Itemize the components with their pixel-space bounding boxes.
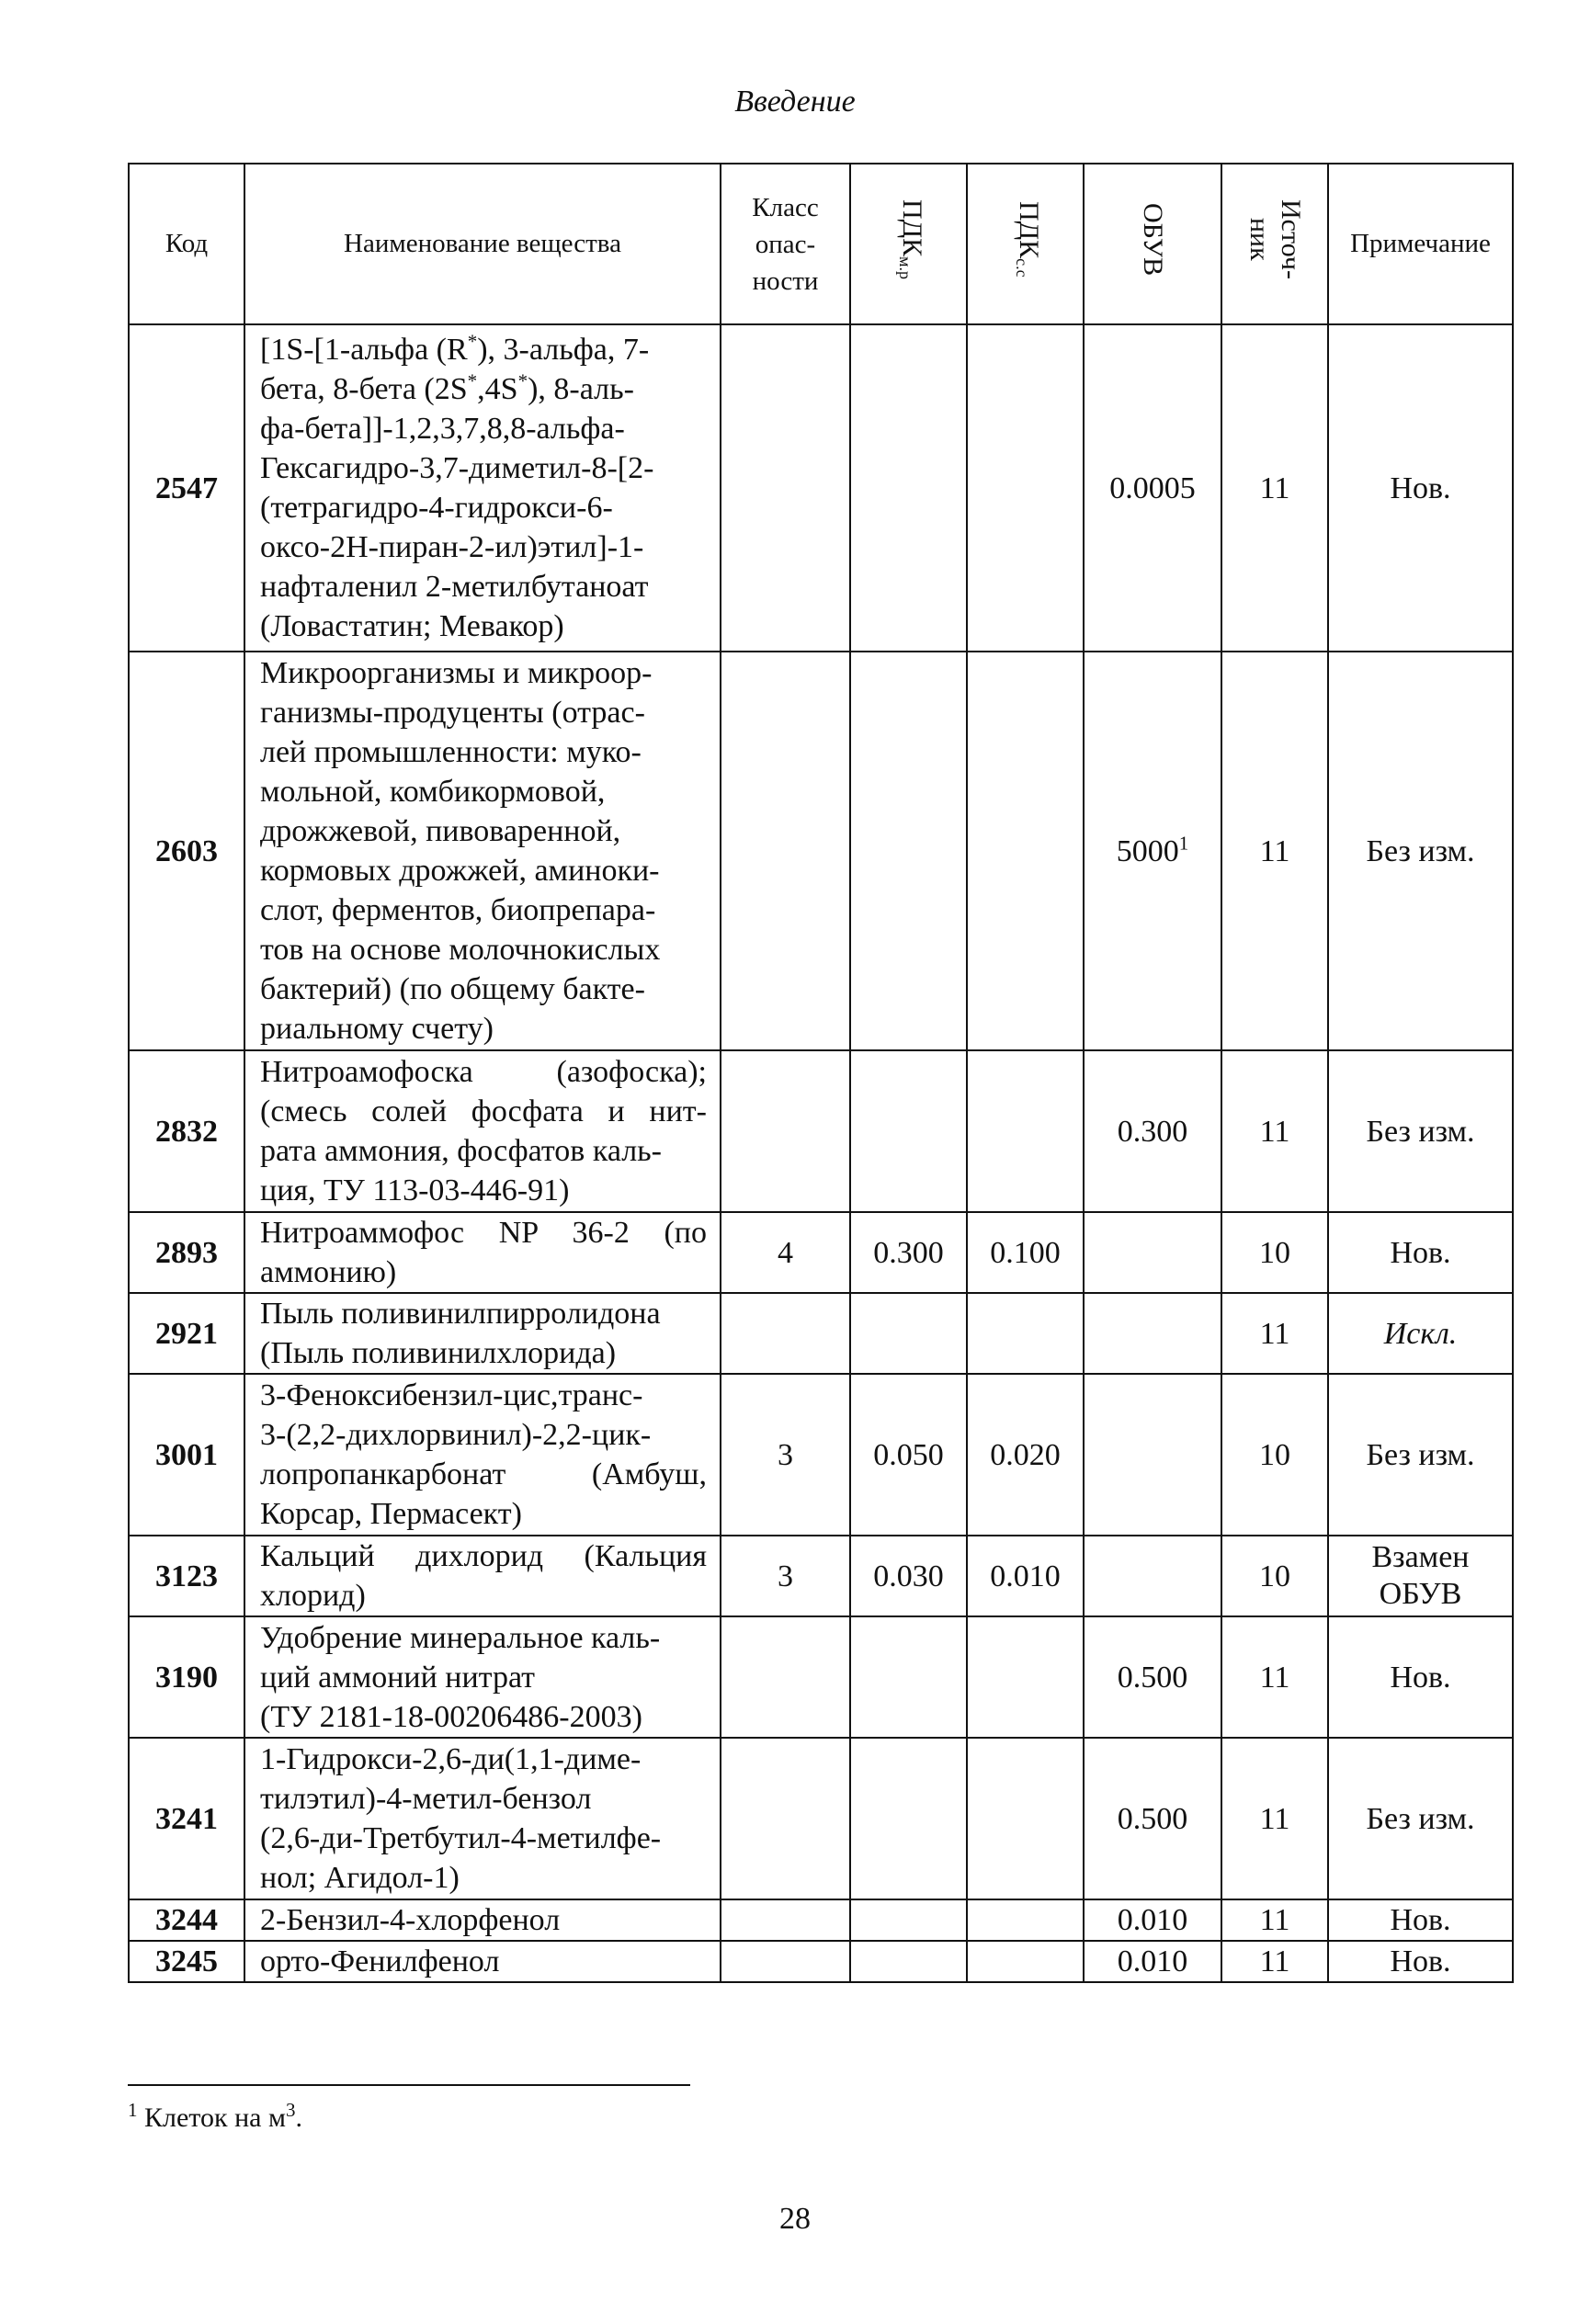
name-sup: * <box>467 369 478 392</box>
name-line <box>260 1900 707 1940</box>
cell-hazard-class: 3 <box>721 1536 850 1616</box>
col-header-obuv: ОБУВ <box>1084 164 1221 324</box>
note-line: Взамен <box>1371 1540 1470 1574</box>
cell-obuv <box>1084 1293 1221 1374</box>
cell-source: 10 <box>1221 1374 1328 1536</box>
cell-pdk-ss <box>967 1899 1084 1941</box>
name-text: тов на основе молочнокислых <box>260 933 661 967</box>
cell-hazard-class: 3 <box>721 1374 850 1536</box>
cell-name <box>244 1374 721 1536</box>
name-text: Пыль поливинилпирролидона <box>260 1297 661 1331</box>
name-line <box>260 1697 707 1737</box>
cell-name <box>244 1293 721 1374</box>
table-row <box>129 1941 1513 1982</box>
name-text: (тетрагидро-4-гидрокси-6- <box>260 491 613 525</box>
name-line <box>260 890 707 930</box>
name-line <box>260 488 707 527</box>
name-text: Нитроаммофос NP 36-2 (по <box>260 1216 707 1250</box>
name-line <box>260 811 707 851</box>
cell-obuv <box>1084 1941 1221 1982</box>
cell-hazard-class <box>721 652 850 1050</box>
page-number: 28 <box>779 2202 811 2236</box>
name-line <box>260 930 707 969</box>
note-text: Без изм. <box>1366 833 1475 868</box>
obuv-value: 0.0005 <box>1109 470 1196 505</box>
cell-pdk-ss <box>967 1941 1084 1982</box>
obuv-value: 0.300 <box>1117 1114 1188 1149</box>
cell-source: 11 <box>1221 1293 1328 1374</box>
cell-code: 2603 <box>129 652 244 1050</box>
table-row <box>129 1050 1513 1212</box>
name-line <box>260 1576 707 1615</box>
name-text: тилэтил)-4-метил-бензол <box>260 1782 592 1816</box>
name-line <box>260 1658 707 1697</box>
name-line <box>260 1858 707 1898</box>
table-row <box>129 1293 1513 1374</box>
obuv-footnote-mark: 1 <box>1178 832 1189 855</box>
name-text: риальному счету) <box>260 1012 494 1046</box>
name-line <box>260 653 707 693</box>
name-text: нафталенил 2-метилбутаноат <box>260 570 649 604</box>
name-text: хлорид) <box>260 1579 366 1613</box>
cell-pdk-ss <box>967 324 1084 652</box>
col-header-name: Наименование вещества <box>244 164 721 324</box>
name-line <box>260 732 707 772</box>
substance-table <box>128 163 1514 1983</box>
cell-code: 3245 <box>129 1941 244 1982</box>
col-header-pdk-mr: $ПДК_{м.р}$ <box>850 164 967 324</box>
cell-pdk-mr <box>850 1941 967 1982</box>
name-text: рата аммония, фосфатов каль- <box>260 1134 663 1168</box>
name-text: мольной, комбикормовой, <box>260 775 606 809</box>
name-text: (смесь солей фосфата и нит- <box>260 1094 707 1128</box>
name-text: Нитроамофоска (азофоска); <box>260 1055 707 1089</box>
name-line <box>260 330 707 369</box>
table-row <box>129 1212 1513 1293</box>
note-text: Без изм. <box>1366 1437 1475 1472</box>
note-text: Искл. <box>1383 1316 1458 1351</box>
name-text: бета, 8-бета (2S <box>260 372 468 406</box>
name-text: лопропанкарбонат (Амбуш, <box>260 1457 707 1491</box>
cell-name <box>244 1738 721 1899</box>
table-row <box>129 1374 1513 1536</box>
name-text: Микроорганизмы и микроор- <box>260 656 653 690</box>
cell-code: 2893 <box>129 1212 244 1293</box>
cell-obuv <box>1084 1050 1221 1212</box>
cell-pdk-ss <box>967 1616 1084 1738</box>
cell-pdk-mr <box>850 324 967 652</box>
cell-pdk-ss: 0.010 <box>967 1536 1084 1616</box>
name-sup: * <box>467 330 478 353</box>
cell-pdk-mr <box>850 1899 967 1941</box>
cell-hazard-class <box>721 1050 850 1212</box>
cell-source: 10 <box>1221 1536 1328 1616</box>
name-text: ганизмы-продуценты (отрас- <box>260 696 645 730</box>
name-text: (Пыль поливинилхлорида) <box>260 1336 617 1370</box>
cell-code: 3190 <box>129 1616 244 1738</box>
cell-source: 11 <box>1221 1941 1328 1982</box>
name-text: 3-Феноксибензил-цис,транс- <box>260 1378 643 1412</box>
name-text: кормовых дрожжей, аминоки- <box>260 854 660 888</box>
cell-note <box>1328 1536 1513 1616</box>
cell-hazard-class <box>721 1738 850 1899</box>
table-row <box>129 1738 1513 1899</box>
cell-obuv <box>1084 1212 1221 1293</box>
name-text: [1S-[1-альфа (R <box>260 333 468 367</box>
name-text: орто-Фенилфенол <box>260 1944 500 1978</box>
cell-pdk-ss <box>967 1293 1084 1374</box>
cell-hazard-class <box>721 1899 850 1941</box>
name-text: слот, ферментов, биопрепара- <box>260 893 656 927</box>
name-line <box>260 1294 707 1333</box>
col-header-hazard-class: Класс опас- ности <box>721 164 850 324</box>
cell-source: 11 <box>1221 1899 1328 1941</box>
note-text: Нов. <box>1390 1944 1451 1978</box>
name-line <box>260 1942 707 1981</box>
cell-note <box>1328 1899 1513 1941</box>
obuv-value: 0.010 <box>1117 1944 1188 1978</box>
cell-pdk-mr <box>850 1616 967 1738</box>
name-text: ция, ТУ 113-03-446-91) <box>260 1173 570 1207</box>
cell-source: 11 <box>1221 652 1328 1050</box>
name-line <box>260 1536 707 1576</box>
cell-pdk-mr: 0.300 <box>850 1212 967 1293</box>
name-text: бактерий) (по общему бакте- <box>260 972 645 1006</box>
cell-name <box>244 1050 721 1212</box>
cell-pdk-ss <box>967 1738 1084 1899</box>
col-header-code: Код <box>129 164 244 324</box>
name-line <box>260 1213 707 1253</box>
cell-note <box>1328 324 1513 652</box>
cell-note <box>1328 652 1513 1050</box>
name-line <box>260 851 707 890</box>
cell-note <box>1328 1616 1513 1738</box>
cell-hazard-class <box>721 1293 850 1374</box>
cell-hazard-class: 4 <box>721 1212 850 1293</box>
name-text: Удобрение минеральное каль- <box>260 1620 661 1655</box>
cell-hazard-class <box>721 1941 850 1982</box>
cell-pdk-ss <box>967 1050 1084 1212</box>
table-row <box>129 1536 1513 1616</box>
obuv-value: 0.010 <box>1117 1903 1188 1937</box>
cell-pdk-mr: 0.050 <box>850 1374 967 1536</box>
cell-pdk-mr <box>850 652 967 1050</box>
cell-source: 11 <box>1221 1738 1328 1899</box>
name-text: (Ловастатин; Мевакор) <box>260 609 564 643</box>
footnote: $^1$ Клеток на $м^3$. <box>128 2099 302 2133</box>
cell-code: 3001 <box>129 1374 244 1536</box>
cell-name <box>244 652 721 1050</box>
cell-hazard-class <box>721 1616 850 1738</box>
col-header-source: Источ- ник <box>1221 164 1328 324</box>
name-line <box>260 1819 707 1858</box>
cell-hazard-class <box>721 324 850 652</box>
name-line <box>260 567 707 607</box>
note-text: Нов. <box>1390 1235 1451 1270</box>
cell-obuv <box>1084 1899 1221 1941</box>
name-text: ), 3-альфа, 7- <box>477 333 650 367</box>
name-sup: * <box>517 369 528 392</box>
name-line <box>260 1009 707 1049</box>
name-line <box>260 448 707 488</box>
cell-name <box>244 1536 721 1616</box>
name-line <box>260 1131 707 1171</box>
cell-code: 2921 <box>129 1293 244 1374</box>
name-line <box>260 1779 707 1819</box>
cell-pdk-ss <box>967 652 1084 1050</box>
cell-pdk-mr <box>850 1738 967 1899</box>
name-text: нол; Агидол-1) <box>260 1861 460 1895</box>
cell-code: 2547 <box>129 324 244 652</box>
name-text: Кальций дихлорид (Кальция <box>260 1539 707 1573</box>
name-line <box>260 772 707 811</box>
footnote-divider <box>128 2084 690 2086</box>
table-header-row <box>129 164 1513 324</box>
cell-note <box>1328 1212 1513 1293</box>
col-header-note: Примечание <box>1328 164 1513 324</box>
cell-note <box>1328 1293 1513 1374</box>
cell-name <box>244 1941 721 1982</box>
name-line <box>260 1618 707 1658</box>
cell-pdk-mr <box>850 1293 967 1374</box>
table-row <box>129 652 1513 1050</box>
name-line <box>260 1171 707 1210</box>
obuv-value: 0.500 <box>1117 1660 1188 1695</box>
table-row <box>129 324 1513 652</box>
name-line <box>260 1052 707 1092</box>
table-body <box>129 324 1513 1982</box>
cell-obuv <box>1084 652 1221 1050</box>
name-text: (ТУ 2181-18-00206486-2003) <box>260 1699 642 1734</box>
name-text: лей промышленности: муко- <box>260 735 642 769</box>
name-text: (2,6-ди-Третбутил-4-метилфе- <box>260 1821 662 1855</box>
cell-obuv <box>1084 1738 1221 1899</box>
cell-name <box>244 1616 721 1738</box>
name-line <box>260 969 707 1009</box>
name-text: 2-Бензил-4-хлорфенол <box>260 1903 561 1937</box>
cell-source: 10 <box>1221 1212 1328 1293</box>
name-text: Корсар, Пермасект) <box>260 1497 522 1531</box>
name-line <box>260 1376 707 1415</box>
cell-code: 3244 <box>129 1899 244 1941</box>
name-text: аммонию) <box>260 1255 397 1289</box>
name-line <box>260 1253 707 1292</box>
cell-source: 11 <box>1221 324 1328 652</box>
cell-obuv <box>1084 324 1221 652</box>
cell-code: 2832 <box>129 1050 244 1212</box>
cell-note <box>1328 1941 1513 1982</box>
name-text: фа-бета]]-1,2,3,7,8,8-альфа- <box>260 412 625 446</box>
cell-note <box>1328 1738 1513 1899</box>
name-text: ,4S <box>477 372 518 406</box>
cell-pdk-ss: 0.100 <box>967 1212 1084 1293</box>
note-text: Без изм. <box>1366 1801 1475 1836</box>
name-line <box>260 527 707 567</box>
name-text: оксо-2Н-пиран-2-ил)этил]-1- <box>260 530 644 564</box>
name-line <box>260 1415 707 1455</box>
cell-note <box>1328 1050 1513 1212</box>
name-text: ций аммоний нитрат <box>260 1660 536 1695</box>
cell-name <box>244 1212 721 1293</box>
cell-code: 3241 <box>129 1738 244 1899</box>
page-header: Введение <box>734 85 856 119</box>
col-header-pdk-ss: $ПДК_{с.с}$ <box>967 164 1084 324</box>
note-text: Без изм. <box>1366 1114 1475 1149</box>
cell-name <box>244 1899 721 1941</box>
table-row <box>129 1899 1513 1941</box>
cell-pdk-ss: 0.020 <box>967 1374 1084 1536</box>
cell-pdk-mr: 0.030 <box>850 1536 967 1616</box>
name-line <box>260 693 707 732</box>
note-text: Нов. <box>1390 1903 1451 1937</box>
cell-source: 11 <box>1221 1050 1328 1212</box>
name-line <box>260 1740 707 1779</box>
cell-note <box>1328 1374 1513 1536</box>
cell-source: 11 <box>1221 1616 1328 1738</box>
name-text: 3-(2,2-дихлорвинил)-2,2-цик- <box>260 1418 652 1452</box>
cell-name <box>244 324 721 652</box>
name-line <box>260 1333 707 1373</box>
table-row <box>129 1616 1513 1738</box>
name-text: Гексагидро-3,7-диметил-8-[2- <box>260 451 654 485</box>
name-line <box>260 1092 707 1131</box>
cell-pdk-mr <box>850 1050 967 1212</box>
cell-code: 3123 <box>129 1536 244 1616</box>
cell-obuv <box>1084 1536 1221 1616</box>
name-line <box>260 369 707 409</box>
note-text: Нов. <box>1390 1660 1451 1695</box>
name-text: дрожжевой, пивоваренной, <box>260 814 621 848</box>
name-text: ), 8-аль- <box>528 372 634 406</box>
name-line <box>260 607 707 646</box>
obuv-value: 5000 <box>1116 833 1179 868</box>
name-line <box>260 1455 707 1494</box>
obuv-value: 0.500 <box>1117 1801 1188 1836</box>
name-line <box>260 1494 707 1534</box>
cell-obuv <box>1084 1616 1221 1738</box>
note-line: ОБУВ <box>1379 1577 1462 1611</box>
name-line <box>260 409 707 448</box>
note-text: Нов. <box>1390 470 1451 505</box>
cell-obuv <box>1084 1374 1221 1536</box>
name-text: 1-Гидрокси-2,6-ди(1,1-диме- <box>260 1742 642 1776</box>
